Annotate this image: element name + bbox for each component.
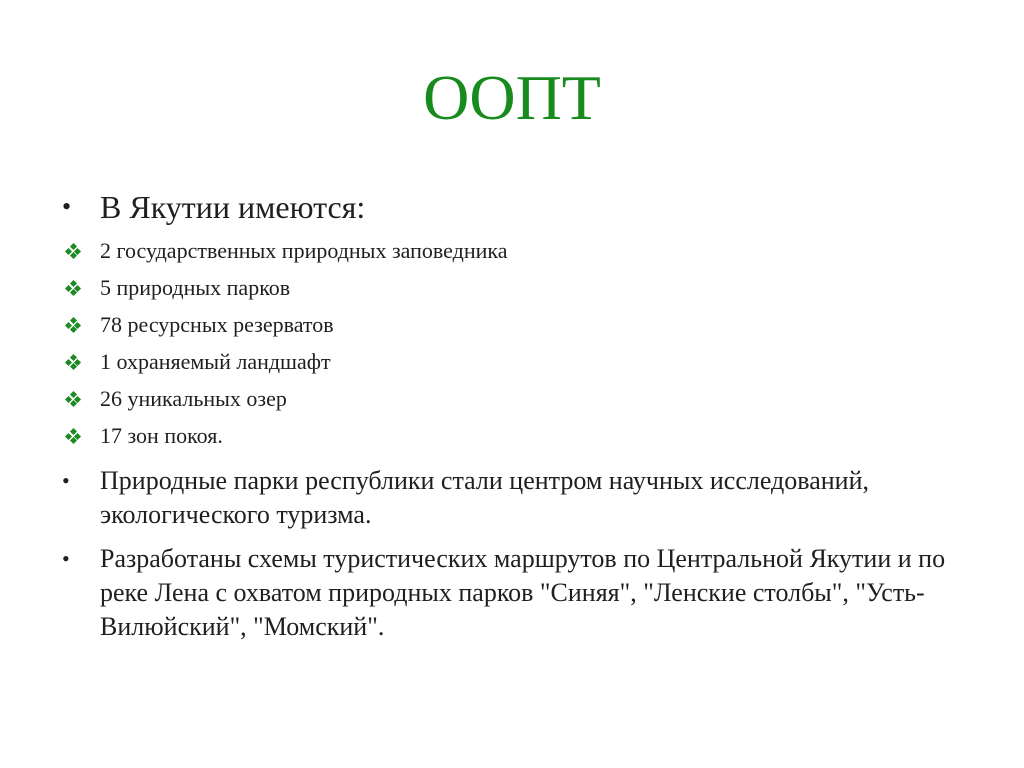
diamond-cluster-icon: [66, 392, 80, 406]
sub-list: [58, 232, 958, 454]
list-item-text: 5 природных парков: [100, 275, 291, 300]
list-item: [58, 306, 958, 343]
bullet-dot-icon: •: [62, 546, 70, 571]
intro-text: В Якутии имеются:: [100, 189, 366, 225]
diamond-cluster-icon: [66, 281, 80, 295]
list-item: [58, 269, 958, 306]
bullet-dot-icon: •: [62, 192, 72, 221]
diamond-cluster-icon: [66, 355, 80, 369]
list-item: [58, 417, 958, 454]
bullet-dot-icon: •: [62, 468, 70, 493]
list-item-text: 1 охраняемый ландшафт: [100, 349, 331, 374]
diamond-cluster-icon: [66, 429, 80, 443]
point-text: Природные парки республики стали центром научных исследований, экологического туризма.: [100, 466, 869, 529]
point-text: Разработаны схемы туристических маршрутов по Центральной Якутии и по реке Лена с охватом природных парков "Синяя", "Ленские столбы", "Усть-Вилюйский", "Момский".: [100, 544, 946, 641]
slide-title: ООПТ: [423, 62, 601, 133]
list-item-text: 2 государственных природных заповедника: [100, 238, 508, 263]
diamond-cluster-icon: [66, 318, 80, 332]
point-item: [58, 464, 958, 532]
list-item: [58, 232, 958, 269]
list-item-text: 17 зон покоя.: [100, 423, 223, 448]
list-item-text: 78 ресурсных резерватов: [100, 312, 334, 337]
list-item-text: 26 уникальных озер: [100, 386, 287, 411]
intro-item: [58, 186, 958, 228]
diamond-cluster-icon: [66, 244, 80, 258]
slide-content: [58, 186, 958, 644]
list-item: [58, 380, 958, 417]
list-item: [58, 343, 958, 380]
point-item: [58, 542, 958, 644]
